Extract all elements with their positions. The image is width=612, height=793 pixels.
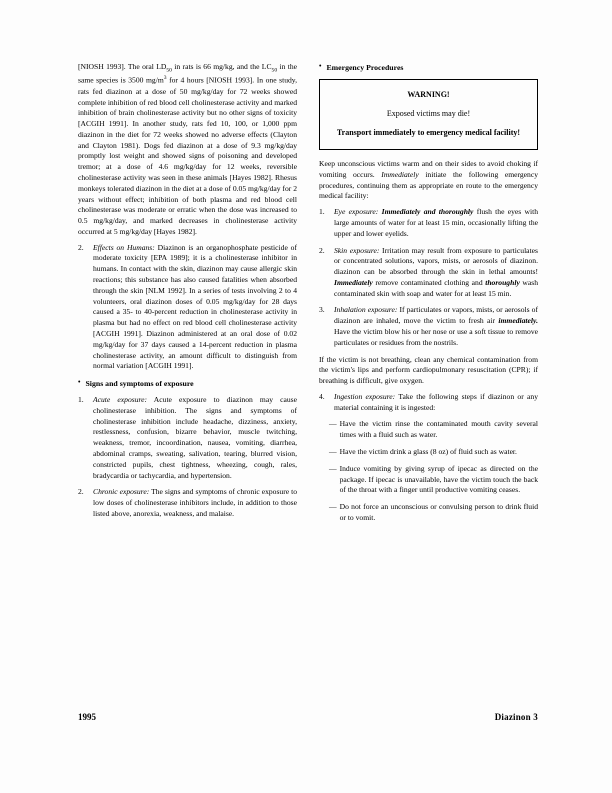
bullet-icon: • xyxy=(78,378,81,387)
ingestion-exposure-list xyxy=(319,392,538,414)
item-lead: Skin exposure: xyxy=(334,245,380,255)
list-item xyxy=(319,502,538,524)
item-text-b: remove contaminated clothing and xyxy=(375,277,483,287)
step-text: Have the victim rinse the contaminated mouth cavity several times with a fluid such as water. xyxy=(339,419,538,440)
item-lead: Chronic exposure: xyxy=(93,487,150,497)
right-column xyxy=(319,62,538,530)
warning-line-3: Transport immediately to emergency medical facility! xyxy=(336,128,521,138)
page-content xyxy=(78,62,538,702)
item-body xyxy=(93,487,297,519)
signs-list xyxy=(78,395,297,520)
item-body xyxy=(334,246,538,300)
two-column-layout xyxy=(78,62,538,530)
list-item xyxy=(319,447,538,458)
list-item xyxy=(319,419,538,441)
page-footer xyxy=(78,712,538,722)
lead-text-a: Keep unconscious victims warm and on their sides to avoid choking if vomiting occurs. xyxy=(319,159,538,179)
item-number: 1. xyxy=(319,207,325,217)
item-text-a: If particulates or vapors, mists, or aerosols of diazinon are inhaled, move the victim to fresh air xyxy=(334,305,538,326)
list-item xyxy=(319,246,538,300)
footer-year: 1995 xyxy=(78,712,96,722)
list-item xyxy=(78,487,297,519)
item-text: The signs and symptoms of chronic exposure to low doses of cholinesterase inhibitors include, in addition to those listed above, anorexia, weakness, and malaise. xyxy=(93,487,298,518)
item-text: flush the eyes with large amounts of water for at least 15 min, occasionally lifting the upper and lower eyelids. xyxy=(334,207,538,238)
emergency-procedures-list xyxy=(319,207,538,348)
step-text: Have the victim drink a glass (8 oz) of fluid such as water. xyxy=(339,447,517,457)
item-number: 2. xyxy=(78,242,84,252)
item-number: 1. xyxy=(78,395,84,405)
step-text: Do not force an unconscious or convulsing person to drink fluid or to vomit. xyxy=(339,502,538,522)
list-item xyxy=(319,207,538,239)
item-text: Diazinon is an organophosphate pesticide of moderate toxicity [EPA 1989]; it is a cholinesterase inhibitor in humans. In contact with the skin, diazinon may cause allergic skin reactions; this substance has also caused fatalities when absorbed through the skin [NLM 1992]. In a series of tests involving 2 to 4 volunteers, oral diazinon doses of 0.05 mg/kg/day for 28 days caused a 35- to 40-percent reduction in cholinesterase activity in plasma but had no effect on red blood cell cholinesterase activity [ACGIH 1991]. Diazinon administered at an oral dose of 0.02 mg/kg/day for 37 days caused a 14-percent reduction in plasma cholinesterase activity, an amount difficult to distinguish from normal variation [ACGIH 1991]. xyxy=(93,242,297,371)
lc50-subscript: 50 xyxy=(271,67,278,74)
ingestion-steps-list xyxy=(319,419,538,523)
item-body xyxy=(334,392,538,414)
item-number: 2. xyxy=(319,245,325,255)
item-lead: Eye exposure: xyxy=(334,207,379,217)
emergency-procedures-heading xyxy=(319,62,538,73)
cpr-paragraph: If the victim is not breathing, clean any chemical contamination from the victim's lips and perform cardiopulmonary resuscitation (CPR); if breathing is difficult, give oxygen. xyxy=(319,354,538,386)
dash-marker: — xyxy=(329,419,337,429)
effects-on-humans-list xyxy=(78,243,297,372)
footer-chemical-page: Diazinon 3 xyxy=(494,712,538,722)
item-lead: Ingestion exposure: xyxy=(334,391,396,401)
item-lead: Inhalation exposure: xyxy=(334,305,398,315)
lead-paragraph xyxy=(319,159,538,202)
item-body xyxy=(334,305,538,348)
item-text: Acute exposure to diazinon may cause cholinesterase inhibition. The signs and symptoms of cholinesterase inhibition include headache, dizziness, anxiety, restlessness, confusion, bizarre behavior, muscle twitching, weakness, tremor, incoordination, nausea, vomiting, diarrhea, abdominal cramps, sweating, salivation, tearing, blurred vision, constricted pupils, chest tightness, wheezing, cough, rales, bradycardia or tachycardia, and hypertension. xyxy=(93,395,297,480)
list-item xyxy=(78,243,297,372)
list-item xyxy=(319,305,538,348)
bullet-icon: • xyxy=(319,62,322,70)
item-body xyxy=(334,207,538,239)
item-number: 3. xyxy=(319,305,325,315)
item-body xyxy=(93,243,297,372)
item-emphasis-b: immediately. xyxy=(498,316,538,326)
signs-and-symptoms-heading xyxy=(78,378,297,389)
left-column xyxy=(78,62,297,530)
item-lead: Effects on Humans: xyxy=(93,242,155,252)
item-lead: Acute exposure: xyxy=(93,395,148,405)
item-text-c: wash contaminated skin with soap and water for at least 15 min. xyxy=(334,277,538,298)
item-number: 4. xyxy=(319,391,325,401)
cubic-meter-superscript: 3 xyxy=(163,75,167,82)
warning-title: WARNING! xyxy=(407,90,450,100)
dash-marker: — xyxy=(329,463,337,473)
intro-paragraph: [NIOSH 1993]. The oral $LD_{50}$ in rats is 66 mg/kg, and the $LC_{50}$ in the same species is 3500 $mg/m^3$ for 4 hours [NIOSH 1993]. In one study, rats fed diazinon at a dose of 50 mg/kg/day for 72 weeks showed complete inhibition of red blood cell cholinesterase activity and marked inhibition of brain cholinesterase activity but no other signs of toxicity [ACGIH 1991]. In another study, rats fed 10, 100, or 1,000 ppm diazinon in the diet for 72 weeks showed no adverse effects (Clayton and Clayton 1981). Dogs fed diazinon at a dose of 9.3 mg/kg/day promptly lost weight and showed signs of poisoning and developed tremor; at a dose of 4.6 mg/kg/day for 12 weeks, reversible cholinesterase activity was seen in these animals [Hayes 1982]. Rhesus monkeys tolerated diazinon in the diet at a dose of 0.05 mg/kg/day for 2 years without effect; inhibition of both plasma and red blood cell cholinesterase was moderate or erratic when the dose was increased to 0.5 mg/kg/day, and marked decreases in cholinesterase activity occurred at 5 mg/kg/day [Hayes 1982]. xyxy=(78,62,297,236)
item-text: Take the following steps if diazinon or any material containing it is ingested: xyxy=(334,391,538,412)
list-item xyxy=(319,392,538,414)
list-item xyxy=(78,395,297,481)
item-emphasis-b: Immediately xyxy=(334,277,373,287)
item-emphasis: Immediately and thoroughly xyxy=(381,207,474,217)
heading-label: Signs and symptoms of exposure xyxy=(85,379,194,389)
step-text: Induce vomiting by giving syrup of ipecac as directed on the package. If ipecac is unavailable, have the victim touch the back of the throat with a finger until productive vomiting ceases. xyxy=(339,463,538,495)
list-item xyxy=(319,464,538,496)
ld50-subscript: 50 xyxy=(166,67,172,74)
lead-emphasis: Immediately xyxy=(381,169,419,179)
warning-line-2: Exposed victims may die! xyxy=(386,109,471,119)
item-number: 2. xyxy=(78,487,84,497)
item-text-a: Irritation may result from exposure to particulates or concentrated solutions, vapors, mists, or aerosols of diazinon. diazinon can be absorbed through the skin in lethal amounts! xyxy=(334,245,538,277)
dash-marker: — xyxy=(329,447,337,457)
heading-label: Emergency Procedures xyxy=(326,63,404,72)
dash-marker: — xyxy=(329,502,337,512)
item-text-b: Have the victim blow his or her nose or use a soft tissue to remove particulates or residues from the nostrils. xyxy=(334,327,538,347)
lead-text-b: initiate the following emergency procedures, continuing them as appropriate en route to the emergency medical facility: xyxy=(319,169,538,201)
item-emphasis-c: thoroughly xyxy=(485,277,520,287)
warning-box xyxy=(319,79,538,150)
item-body xyxy=(93,395,297,481)
